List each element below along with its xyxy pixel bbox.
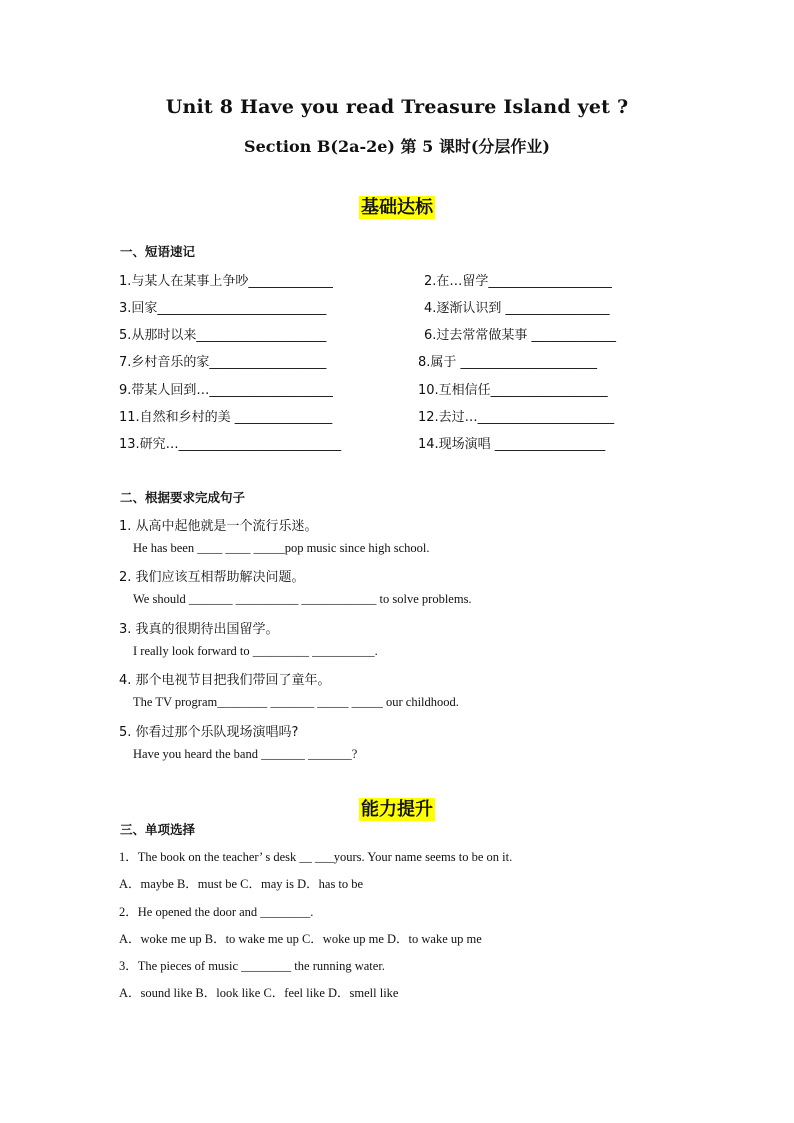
basic-banner <box>0 193 794 219</box>
advanced-banner-label: 能力提升 <box>361 799 433 820</box>
sentence-english: I really look forward to _________ __________. <box>133 644 378 658</box>
sentence-chinese: 3. 我真的很期待出国留学。 <box>119 622 279 637</box>
sentence-chinese: 2. 我们应该互相帮助解决问题。 <box>119 570 305 585</box>
sentence-english: We should _______ __________ ____________ to solve problems. <box>133 592 472 606</box>
mcq-question: 3．The pieces of music ________ the running water. <box>119 959 385 973</box>
advanced-banner <box>0 795 794 821</box>
basic-banner-label: 基础达标 <box>361 197 433 218</box>
section3-heading: 三、单项选择 <box>120 822 196 837</box>
sentence-english: He has been ____ ____ _____pop music since high school. <box>133 541 430 555</box>
phrase-item: 9.带某人回到…___________________ <box>119 383 333 398</box>
phrase-item: 6.过去常常做某事 _____________ <box>424 328 617 343</box>
phrase-item: 8.属于 _____________________ <box>418 355 598 370</box>
phrase-item: 4.逐渐认识到 ________________ <box>424 301 610 316</box>
sentence-english: The TV program________ _______ _____ _____ our childhood. <box>133 695 459 709</box>
sentence-chinese: 1. 从高中起他就是一个流行乐迷。 <box>119 519 318 534</box>
section1-heading: 一、短语速记 <box>120 244 196 259</box>
section2-heading: 二、根据要求完成句子 <box>120 490 246 505</box>
phrase-item: 10.互相信任__________________ <box>418 383 608 398</box>
phrase-item: 1.与某人在某事上争吵_____________ <box>119 274 333 289</box>
phrase-item: 13.研究…_________________________ <box>119 437 342 452</box>
mcq-options: A．maybe B．must be C．may is D．has to be <box>119 877 364 891</box>
sentence-chinese: 4. 那个电视节目把我们带回了童年。 <box>119 673 331 688</box>
phrase-item: 2.在…留学___________________ <box>424 274 612 289</box>
mcq-options: A．woke me up B．to wake me up C．woke up me D．to wake up me <box>119 932 482 946</box>
phrase-item: 12.去过…_____________________ <box>418 410 615 425</box>
page-subtitle: Section B(2a-2e) 第 5 课时(分层作业) <box>244 137 550 156</box>
sentence-chinese: 5. 你看过那个乐队现场演唱吗? <box>119 725 299 740</box>
page-title: Unit 8 Have you read Treasure Island yet ? <box>165 96 629 118</box>
mcq-question: 2．He opened the door and ________. <box>119 905 314 919</box>
phrase-item: 5.从那时以来____________________ <box>119 328 327 343</box>
phrase-item: 11.自然和乡村的美 _______________ <box>119 410 333 425</box>
sentence-english: Have you heard the band _______ _______? <box>133 747 358 761</box>
phrase-item: 3.回家__________________________ <box>119 301 327 316</box>
phrase-item: 14.现场演唱 _________________ <box>418 437 606 452</box>
mcq-question: 1．The book on the teacher’ s desk __ ___yours. Your name seems to be on it. <box>119 850 513 864</box>
phrase-item: 7.乡村音乐的家__________________ <box>119 355 327 370</box>
mcq-options: A．sound like B．look like C．feel like D．smell like <box>119 986 399 1000</box>
